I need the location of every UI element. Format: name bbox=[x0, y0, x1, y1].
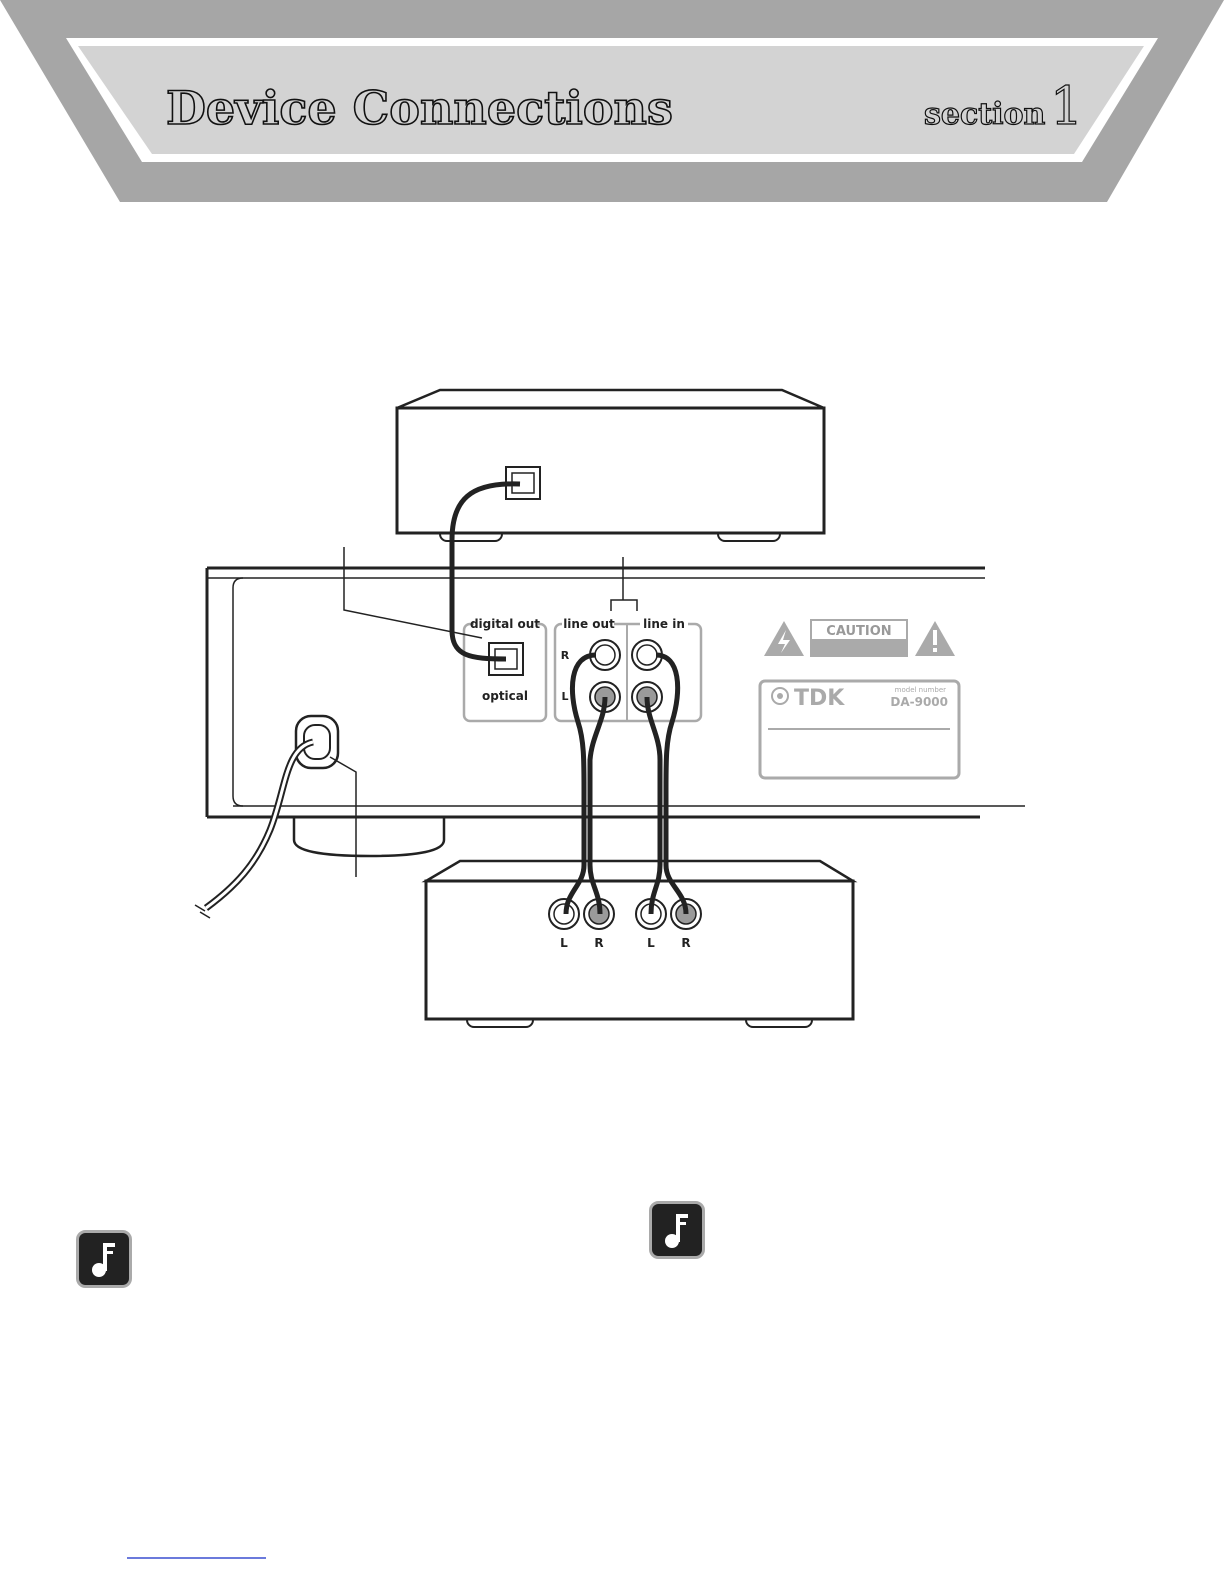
page-title: Device Connections bbox=[166, 81, 673, 135]
model-number-caption: model number bbox=[894, 686, 946, 694]
digital-out-label: digital out bbox=[469, 617, 541, 631]
left-channel-label: L bbox=[561, 690, 569, 703]
input-1-r-label: R bbox=[594, 936, 604, 950]
optical-label: optical bbox=[481, 689, 529, 703]
header-banner bbox=[0, 0, 1224, 202]
exclamation-triangle-icon bbox=[915, 621, 955, 656]
tdk-logo-icon bbox=[772, 688, 788, 704]
line-in-label: line in bbox=[643, 617, 685, 631]
section-label: section bbox=[924, 97, 1046, 132]
music-note-icon bbox=[649, 1201, 705, 1259]
power-socket-icon bbox=[296, 716, 338, 768]
section-number: 1 bbox=[1050, 77, 1084, 137]
caution-label: CAUTION bbox=[826, 624, 892, 639]
right-channel-label: R bbox=[560, 649, 570, 662]
music-note-icon bbox=[76, 1230, 132, 1288]
warning-triangle-icon bbox=[764, 621, 804, 656]
input-2-r-label: R bbox=[681, 936, 691, 950]
line-out-label: line out bbox=[563, 617, 615, 631]
model-number: DA-9000 bbox=[890, 695, 948, 709]
top-device bbox=[397, 390, 824, 541]
lower-device bbox=[426, 861, 853, 1027]
input-1-l-label: L bbox=[560, 936, 568, 950]
input-2-l-label: L bbox=[647, 936, 655, 950]
main-unit bbox=[207, 568, 1025, 856]
brand-label: TDK bbox=[794, 686, 845, 711]
